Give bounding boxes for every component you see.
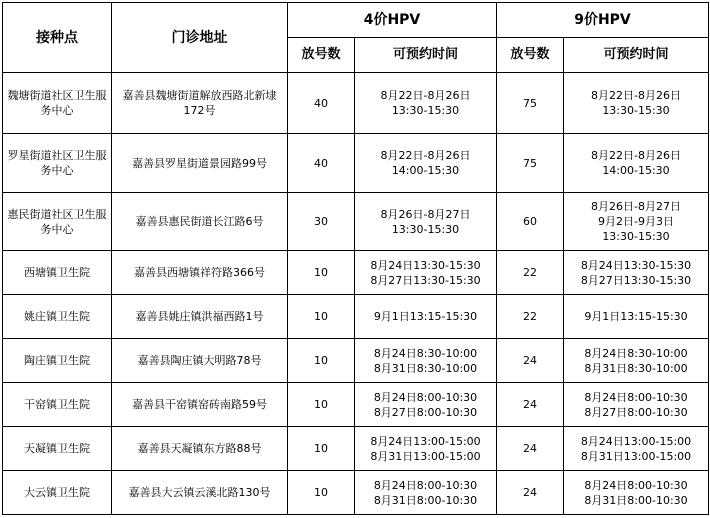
address-text: 嘉善县惠民街道长江路6号 [135, 215, 264, 228]
time-line: 8月22日-8月26日 [591, 89, 681, 102]
time-line: 8月26日-8月27日 [591, 200, 681, 213]
hpv9-time-cell [564, 193, 709, 251]
time-line: 8月31日13:00-15:00 [370, 449, 481, 463]
time-line: 8月24日8:00-10:30 [584, 390, 688, 404]
time-line: 8月31日8:30-10:00 [373, 361, 478, 375]
address-cell [112, 295, 288, 339]
header-address: 门诊地址 [112, 3, 288, 73]
address-text: 嘉善县魏塘街道解放西路北新埭172号 [122, 89, 277, 117]
time-line: 14:00-15:30 [391, 164, 460, 177]
table-row [3, 134, 709, 193]
time-line: 8月24日13:30-15:30 [370, 258, 481, 272]
table-row [3, 251, 709, 295]
address-cell [112, 427, 288, 471]
time-line: 8月24日8:00-10:30 [373, 390, 478, 404]
header-hpv4-time: 可预约时间 [355, 38, 497, 73]
table-row [3, 427, 709, 471]
hpv4-time-cell [355, 295, 497, 339]
address-text: 嘉善县干窑镇窑砖南路59号 [132, 398, 267, 411]
header-row-top [3, 3, 709, 38]
site-cell [3, 73, 112, 134]
time-line: 8月22日-8月26日 [591, 149, 681, 162]
address-text: 嘉善县姚庄镇洪福西路1号 [135, 310, 264, 323]
header-site: 接种点 [3, 3, 112, 73]
hpv4-quota-cell: 10 [288, 383, 355, 427]
hpv9-quota-cell: 22 [497, 251, 564, 295]
time-line: 8月24日8:30-10:00 [584, 346, 688, 360]
time-line: 13:30-15:30 [391, 104, 460, 117]
address-text: 嘉善县大云镇云溪北路130号 [128, 486, 271, 499]
hpv9-quota-cell: 60 [497, 193, 564, 251]
site-name: 罗星街道社区卫生服务中心 [7, 149, 107, 177]
time-line: 8月31日8:00-10:30 [373, 493, 478, 507]
hpv4-quota-cell: 10 [288, 339, 355, 383]
hpv9-time-cell [564, 471, 709, 515]
hpv4-time-cell [355, 251, 497, 295]
hpv4-time-cell [355, 427, 497, 471]
address-cell [112, 134, 288, 193]
hpv9-quota-cell: 75 [497, 73, 564, 134]
site-cell [3, 193, 112, 251]
hpv4-quota-cell: 10 [288, 295, 355, 339]
address-cell [112, 73, 288, 134]
address-cell [112, 251, 288, 295]
hpv9-time-cell [564, 73, 709, 134]
hpv9-quota-cell: 24 [497, 471, 564, 515]
header-hpv9: 9价HPV [497, 3, 709, 38]
hpv4-time-cell [355, 73, 497, 134]
time-line: 8月27日8:00-10:30 [373, 405, 478, 419]
header-hpv4-quota: 放号数 [288, 38, 355, 73]
site-cell [3, 251, 112, 295]
hpv4-quota-cell: 40 [288, 134, 355, 193]
hpv9-time-cell [564, 427, 709, 471]
table-row [3, 339, 709, 383]
time-line: 8月26日-8月27日 [380, 207, 471, 221]
address-cell [112, 193, 288, 251]
site-name: 魏塘街道社区卫生服务中心 [7, 89, 107, 117]
time-line: 8月31日8:00-10:30 [584, 493, 688, 507]
site-name: 西塘镇卫生院 [24, 266, 90, 279]
hpv4-quota-cell: 30 [288, 193, 355, 251]
time-line: 8月24日8:00-10:30 [373, 478, 478, 492]
header-hpv9-quota: 放号数 [497, 38, 564, 73]
hpv9-quota-cell: 24 [497, 383, 564, 427]
site-name: 陶庄镇卫生院 [24, 354, 90, 367]
site-name: 干窑镇卫生院 [24, 398, 90, 411]
hpv9-time-cell [564, 339, 709, 383]
time-line: 14:00-15:30 [602, 164, 670, 177]
site-name: 姚庄镇卫生院 [24, 310, 90, 323]
time-line: 9月1日13:15-15:30 [584, 310, 688, 323]
site-cell [3, 134, 112, 193]
hpv4-quota-cell: 40 [288, 73, 355, 134]
site-cell [3, 427, 112, 471]
table-row [3, 295, 709, 339]
time-line: 8月27日8:00-10:30 [584, 405, 688, 419]
time-line: 8月24日13:00-15:00 [580, 434, 692, 448]
time-line: 8月24日13:30-15:30 [580, 258, 692, 272]
address-cell [112, 339, 288, 383]
site-name: 惠民街道社区卫生服务中心 [7, 207, 107, 236]
address-text: 嘉善县天凝镇东方路88号 [137, 442, 262, 455]
time-line: 8月22日-8月26日 [380, 89, 471, 102]
hpv4-time-cell [355, 193, 497, 251]
hpv4-time-cell [355, 339, 497, 383]
table-row [3, 471, 709, 515]
time-line: 8月24日8:00-10:30 [584, 478, 688, 492]
site-cell [3, 471, 112, 515]
site-name: 天凝镇卫生院 [24, 442, 90, 455]
hpv9-time-cell [564, 251, 709, 295]
time-line: 9月1日13:15-15:30 [373, 310, 478, 323]
site-cell [3, 295, 112, 339]
address-cell [112, 383, 288, 427]
address-text: 嘉善县陶庄镇大明路78号 [137, 354, 262, 367]
time-line: 8月31日8:30-10:00 [584, 361, 688, 375]
table-row [3, 383, 709, 427]
hpv4-quota-cell: 10 [288, 471, 355, 515]
time-line: 8月22日-8月26日 [380, 149, 471, 162]
hpv-appointment-table [2, 2, 709, 515]
hpv4-quota-cell: 10 [288, 251, 355, 295]
table-row [3, 73, 709, 134]
hpv9-quota-cell: 24 [497, 427, 564, 471]
time-line: 13:30-15:30 [602, 104, 670, 117]
address-text: 嘉善县西塘镇祥符路366号 [134, 266, 265, 279]
time-line: 8月24日8:30-10:00 [373, 346, 478, 360]
site-cell [3, 383, 112, 427]
hpv9-time-cell [564, 383, 709, 427]
hpv4-quota-cell: 10 [288, 427, 355, 471]
hpv9-time-cell [564, 295, 709, 339]
hpv4-time-cell [355, 383, 497, 427]
time-line: 9月2日-9月3日 [598, 215, 674, 228]
hpv9-quota-cell: 24 [497, 339, 564, 383]
time-line: 8月27日13:30-15:30 [580, 273, 692, 287]
time-line: 8月27日13:30-15:30 [370, 273, 481, 287]
site-cell [3, 339, 112, 383]
hpv4-time-cell [355, 134, 497, 193]
hpv9-quota-cell: 75 [497, 134, 564, 193]
time-line: 13:30-15:30 [602, 230, 670, 243]
address-cell [112, 471, 288, 515]
hpv9-quota-cell: 22 [497, 295, 564, 339]
hpv4-time-cell [355, 471, 497, 515]
time-line: 8月31日13:00-15:00 [580, 449, 692, 463]
header-hpv4: 4价HPV [288, 3, 497, 38]
time-line: 8月24日13:00-15:00 [370, 434, 481, 448]
table-row [3, 193, 709, 251]
hpv9-time-cell [564, 134, 709, 193]
time-line: 13:30-15:30 [391, 222, 460, 236]
address-text: 嘉善县罗星街道景园路99号 [132, 156, 267, 170]
header-hpv9-time: 可预约时间 [564, 38, 709, 73]
site-name: 大云镇卫生院 [24, 486, 90, 499]
